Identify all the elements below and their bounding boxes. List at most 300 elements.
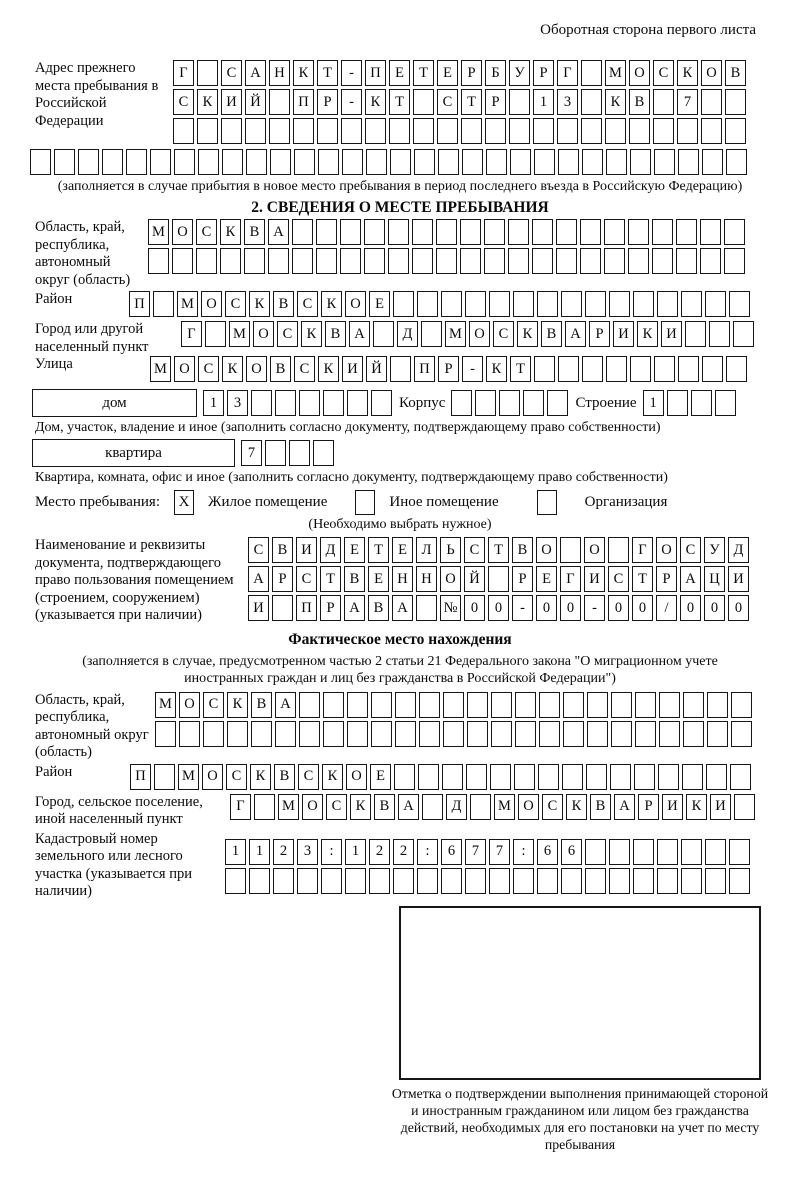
char-cell[interactable] (731, 692, 752, 718)
char-cell[interactable]: В (368, 595, 389, 621)
char-cell[interactable] (725, 89, 746, 115)
char-cell[interactable]: А (614, 794, 635, 820)
char-cell[interactable]: В (244, 219, 265, 245)
char-cell[interactable]: О (518, 794, 539, 820)
char-cell[interactable]: Т (368, 537, 389, 563)
char-cell[interactable]: А (680, 566, 701, 592)
char-cell[interactable] (275, 390, 296, 416)
char-cell[interactable] (196, 248, 217, 274)
char-cell[interactable]: В (344, 566, 365, 592)
char-cell[interactable] (561, 868, 582, 894)
char-cell[interactable]: И (221, 89, 242, 115)
char-cell[interactable] (299, 721, 320, 747)
char-cell[interactable] (606, 356, 627, 382)
char-cell[interactable]: Н (269, 60, 290, 86)
char-cell[interactable]: О (584, 537, 605, 563)
char-cell[interactable] (273, 868, 294, 894)
char-cell[interactable] (172, 248, 193, 274)
char-cell[interactable] (547, 390, 568, 416)
char-cell[interactable]: Г (181, 321, 202, 347)
char-cell[interactable]: С (298, 764, 319, 790)
char-cell[interactable] (726, 149, 747, 175)
char-cell[interactable]: И (662, 794, 683, 820)
char-cell[interactable]: М (148, 219, 169, 245)
char-cell[interactable] (345, 868, 366, 894)
char-cell[interactable] (317, 118, 338, 144)
char-cell[interactable]: П (296, 595, 317, 621)
char-cell[interactable]: В (274, 764, 295, 790)
char-cell[interactable] (633, 291, 654, 317)
char-cell[interactable]: 1 (533, 89, 554, 115)
char-cell[interactable]: 7 (489, 839, 510, 865)
char-cell[interactable] (460, 219, 481, 245)
char-cell[interactable] (499, 390, 520, 416)
char-cell[interactable] (563, 692, 584, 718)
char-cell[interactable]: О (346, 764, 367, 790)
char-cell[interactable] (513, 868, 534, 894)
char-cell[interactable] (678, 149, 699, 175)
char-cell[interactable]: Л (416, 537, 437, 563)
char-cell[interactable]: В (325, 321, 346, 347)
char-cell[interactable]: : (513, 839, 534, 865)
char-cell[interactable]: А (245, 60, 266, 86)
char-cell[interactable] (609, 868, 630, 894)
char-cell[interactable]: 3 (227, 390, 248, 416)
char-cell[interactable]: Б (485, 60, 506, 86)
char-cell[interactable] (297, 868, 318, 894)
char-cell[interactable] (491, 721, 512, 747)
char-cell[interactable] (707, 692, 728, 718)
char-cell[interactable]: Д (446, 794, 467, 820)
char-cell[interactable] (705, 291, 726, 317)
char-cell[interactable] (78, 149, 99, 175)
char-cell[interactable]: Е (370, 764, 391, 790)
char-cell[interactable]: О (536, 537, 557, 563)
char-cell[interactable]: К (605, 89, 626, 115)
char-cell[interactable] (657, 291, 678, 317)
char-cell[interactable]: 3 (297, 839, 318, 865)
char-cell[interactable] (292, 219, 313, 245)
char-cell[interactable]: О (701, 60, 722, 86)
char-cell[interactable]: Д (728, 537, 749, 563)
char-cell[interactable]: Р (485, 89, 506, 115)
char-cell[interactable] (582, 149, 603, 175)
char-cell[interactable]: 0 (464, 595, 485, 621)
char-cell[interactable] (683, 721, 704, 747)
char-cell[interactable] (393, 291, 414, 317)
char-cell[interactable] (733, 321, 754, 347)
char-cell[interactable] (534, 149, 555, 175)
char-cell[interactable]: Е (437, 60, 458, 86)
char-cell[interactable] (419, 721, 440, 747)
char-cell[interactable]: 0 (560, 595, 581, 621)
char-cell[interactable]: А (275, 692, 296, 718)
char-cell[interactable] (465, 868, 486, 894)
char-cell[interactable] (653, 118, 674, 144)
char-cell[interactable] (364, 219, 385, 245)
char-cell[interactable]: М (229, 321, 250, 347)
char-cell[interactable] (581, 118, 602, 144)
char-cell[interactable] (731, 721, 752, 747)
char-cell[interactable]: Р (656, 566, 677, 592)
char-cell[interactable]: С (542, 794, 563, 820)
char-cell[interactable] (605, 118, 626, 144)
char-cell[interactable] (395, 721, 416, 747)
char-cell[interactable] (724, 248, 745, 274)
char-cell[interactable]: В (541, 321, 562, 347)
char-cell[interactable] (628, 219, 649, 245)
char-cell[interactable] (585, 291, 606, 317)
char-cell[interactable]: П (365, 60, 386, 86)
char-cell[interactable]: 6 (537, 839, 558, 865)
char-cell[interactable] (604, 248, 625, 274)
char-cell[interactable]: Р (320, 595, 341, 621)
char-cell[interactable]: 6 (561, 839, 582, 865)
char-cell[interactable] (491, 692, 512, 718)
char-cell[interactable]: И (613, 321, 634, 347)
char-cell[interactable] (244, 248, 265, 274)
char-cell[interactable]: И (728, 566, 749, 592)
char-cell[interactable]: О (656, 537, 677, 563)
checkbox-residential[interactable]: X (174, 490, 194, 515)
char-cell[interactable]: 0 (608, 595, 629, 621)
char-cell[interactable] (316, 219, 337, 245)
char-cell[interactable] (729, 291, 750, 317)
char-cell[interactable] (509, 89, 530, 115)
char-cell[interactable] (586, 764, 607, 790)
char-cell[interactable] (364, 248, 385, 274)
char-cell[interactable] (388, 248, 409, 274)
char-cell[interactable]: В (273, 291, 294, 317)
char-cell[interactable] (418, 764, 439, 790)
char-cell[interactable] (657, 839, 678, 865)
char-cell[interactable]: С (277, 321, 298, 347)
char-cell[interactable] (486, 149, 507, 175)
char-cell[interactable]: О (201, 291, 222, 317)
char-cell[interactable]: К (197, 89, 218, 115)
char-cell[interactable] (153, 291, 174, 317)
char-cell[interactable] (197, 60, 218, 86)
char-cell[interactable] (421, 321, 442, 347)
char-cell[interactable] (630, 356, 651, 382)
char-cell[interactable] (246, 149, 267, 175)
char-cell[interactable] (417, 291, 438, 317)
char-cell[interactable] (729, 868, 750, 894)
char-cell[interactable] (460, 248, 481, 274)
char-cell[interactable]: А (565, 321, 586, 347)
char-cell[interactable] (293, 118, 314, 144)
char-cell[interactable] (371, 390, 392, 416)
char-cell[interactable]: Е (389, 60, 410, 86)
char-cell[interactable]: И (584, 566, 605, 592)
char-cell[interactable] (441, 291, 462, 317)
char-cell[interactable] (289, 440, 310, 466)
char-cell[interactable] (515, 721, 536, 747)
char-cell[interactable]: М (177, 291, 198, 317)
char-cell[interactable] (515, 692, 536, 718)
char-cell[interactable] (534, 356, 555, 382)
char-cell[interactable] (245, 118, 266, 144)
char-cell[interactable] (347, 721, 368, 747)
char-cell[interactable] (676, 219, 697, 245)
char-cell[interactable]: 6 (441, 839, 462, 865)
char-cell[interactable] (701, 118, 722, 144)
char-cell[interactable] (467, 692, 488, 718)
char-cell[interactable]: О (202, 764, 223, 790)
char-cell[interactable]: 2 (393, 839, 414, 865)
char-cell[interactable] (417, 868, 438, 894)
char-cell[interactable] (275, 721, 296, 747)
char-cell[interactable] (604, 219, 625, 245)
char-cell[interactable]: М (155, 692, 176, 718)
char-cell[interactable] (609, 839, 630, 865)
char-cell[interactable] (729, 839, 750, 865)
char-cell[interactable] (366, 149, 387, 175)
char-cell[interactable] (412, 248, 433, 274)
char-cell[interactable]: М (178, 764, 199, 790)
char-cell[interactable]: Г (560, 566, 581, 592)
char-cell[interactable] (222, 149, 243, 175)
char-cell[interactable]: Й (464, 566, 485, 592)
char-cell[interactable] (682, 764, 703, 790)
char-cell[interactable]: М (605, 60, 626, 86)
char-cell[interactable] (272, 595, 293, 621)
char-cell[interactable] (537, 868, 558, 894)
char-cell[interactable]: С (464, 537, 485, 563)
char-cell[interactable] (395, 692, 416, 718)
char-cell[interactable] (414, 149, 435, 175)
char-cell[interactable] (678, 356, 699, 382)
char-cell[interactable]: С (196, 219, 217, 245)
char-cell[interactable] (313, 440, 334, 466)
char-cell[interactable] (532, 219, 553, 245)
char-cell[interactable] (173, 118, 194, 144)
char-cell[interactable]: О (629, 60, 650, 86)
char-cell[interactable] (653, 89, 674, 115)
char-cell[interactable] (514, 764, 535, 790)
char-cell[interactable] (730, 764, 751, 790)
char-cell[interactable] (365, 118, 386, 144)
char-cell[interactable] (659, 721, 680, 747)
char-cell[interactable]: Т (413, 60, 434, 86)
char-cell[interactable] (341, 118, 362, 144)
char-cell[interactable]: К (677, 60, 698, 86)
char-cell[interactable]: К (220, 219, 241, 245)
char-cell[interactable] (654, 149, 675, 175)
char-cell[interactable] (585, 868, 606, 894)
char-cell[interactable] (371, 692, 392, 718)
char-cell[interactable] (390, 149, 411, 175)
char-cell[interactable] (608, 537, 629, 563)
char-cell[interactable]: М (445, 321, 466, 347)
char-cell[interactable] (677, 118, 698, 144)
char-cell[interactable] (634, 764, 655, 790)
char-cell[interactable]: : (321, 839, 342, 865)
char-cell[interactable] (251, 390, 272, 416)
char-cell[interactable]: - (462, 356, 483, 382)
char-cell[interactable] (652, 248, 673, 274)
char-cell[interactable] (394, 764, 415, 790)
char-cell[interactable] (30, 149, 51, 175)
char-cell[interactable]: Р (638, 794, 659, 820)
char-cell[interactable]: Р (589, 321, 610, 347)
char-cell[interactable]: - (341, 60, 362, 86)
char-cell[interactable] (611, 721, 632, 747)
char-cell[interactable] (299, 692, 320, 718)
char-cell[interactable] (537, 291, 558, 317)
char-cell[interactable] (691, 390, 712, 416)
char-cell[interactable] (270, 149, 291, 175)
char-cell[interactable]: Н (392, 566, 413, 592)
char-cell[interactable]: В (590, 794, 611, 820)
char-cell[interactable] (475, 390, 496, 416)
char-cell[interactable]: С (297, 291, 318, 317)
char-cell[interactable] (715, 390, 736, 416)
char-cell[interactable]: Т (488, 537, 509, 563)
char-cell[interactable] (470, 794, 491, 820)
char-cell[interactable] (523, 390, 544, 416)
char-cell[interactable] (389, 118, 410, 144)
char-cell[interactable]: К (222, 356, 243, 382)
char-cell[interactable] (610, 764, 631, 790)
char-cell[interactable]: К (318, 356, 339, 382)
char-cell[interactable]: 1 (203, 390, 224, 416)
char-cell[interactable]: Р (512, 566, 533, 592)
char-cell[interactable]: Т (317, 60, 338, 86)
char-cell[interactable]: А (268, 219, 289, 245)
char-cell[interactable]: Е (369, 291, 390, 317)
char-cell[interactable]: М (278, 794, 299, 820)
char-cell[interactable]: К (566, 794, 587, 820)
char-cell[interactable]: С (296, 566, 317, 592)
char-cell[interactable]: В (512, 537, 533, 563)
char-cell[interactable]: В (725, 60, 746, 86)
char-cell[interactable] (628, 248, 649, 274)
char-cell[interactable] (484, 248, 505, 274)
char-cell[interactable] (340, 219, 361, 245)
char-cell[interactable]: Т (320, 566, 341, 592)
char-cell[interactable]: К (227, 692, 248, 718)
char-cell[interactable] (220, 248, 241, 274)
char-cell[interactable] (321, 868, 342, 894)
char-cell[interactable]: К (486, 356, 507, 382)
char-cell[interactable]: С (294, 356, 315, 382)
char-cell[interactable]: П (293, 89, 314, 115)
char-cell[interactable]: 1 (249, 839, 270, 865)
char-cell[interactable] (706, 764, 727, 790)
char-cell[interactable] (299, 390, 320, 416)
char-cell[interactable]: Е (536, 566, 557, 592)
char-cell[interactable] (438, 149, 459, 175)
char-cell[interactable] (563, 721, 584, 747)
char-cell[interactable] (179, 721, 200, 747)
char-cell[interactable] (509, 118, 530, 144)
char-cell[interactable]: К (249, 291, 270, 317)
char-cell[interactable] (443, 692, 464, 718)
char-cell[interactable] (205, 321, 226, 347)
char-cell[interactable] (369, 868, 390, 894)
char-cell[interactable]: Е (368, 566, 389, 592)
char-cell[interactable] (388, 219, 409, 245)
char-cell[interactable]: - (341, 89, 362, 115)
char-cell[interactable]: С (198, 356, 219, 382)
char-cell[interactable] (225, 868, 246, 894)
char-cell[interactable]: 1 (643, 390, 664, 416)
char-cell[interactable] (198, 149, 219, 175)
char-cell[interactable]: Й (245, 89, 266, 115)
char-cell[interactable]: М (494, 794, 515, 820)
char-cell[interactable] (150, 149, 171, 175)
char-cell[interactable] (268, 248, 289, 274)
char-cell[interactable] (726, 356, 747, 382)
char-cell[interactable]: И (342, 356, 363, 382)
char-cell[interactable] (676, 248, 697, 274)
char-cell[interactable] (422, 794, 443, 820)
char-cell[interactable] (485, 118, 506, 144)
char-cell[interactable]: Р (461, 60, 482, 86)
char-cell[interactable]: 0 (728, 595, 749, 621)
char-cell[interactable] (508, 219, 529, 245)
char-cell[interactable]: Г (557, 60, 578, 86)
char-cell[interactable] (318, 149, 339, 175)
char-cell[interactable] (630, 149, 651, 175)
char-cell[interactable]: О (302, 794, 323, 820)
char-cell[interactable] (700, 219, 721, 245)
char-cell[interactable] (265, 440, 286, 466)
char-cell[interactable] (174, 149, 195, 175)
char-cell[interactable]: К (637, 321, 658, 347)
char-cell[interactable] (587, 721, 608, 747)
char-cell[interactable] (221, 118, 242, 144)
char-cell[interactable] (539, 692, 560, 718)
char-cell[interactable]: К (686, 794, 707, 820)
char-cell[interactable]: О (253, 321, 274, 347)
char-cell[interactable] (556, 248, 577, 274)
char-cell[interactable]: 0 (536, 595, 557, 621)
char-cell[interactable] (442, 764, 463, 790)
char-cell[interactable]: К (301, 321, 322, 347)
char-cell[interactable] (323, 692, 344, 718)
char-cell[interactable] (155, 721, 176, 747)
char-cell[interactable] (340, 248, 361, 274)
char-cell[interactable]: У (509, 60, 530, 86)
char-cell[interactable] (466, 764, 487, 790)
char-cell[interactable] (484, 219, 505, 245)
char-cell[interactable]: В (270, 356, 291, 382)
char-cell[interactable]: Т (389, 89, 410, 115)
char-cell[interactable] (436, 219, 457, 245)
char-cell[interactable] (705, 868, 726, 894)
char-cell[interactable] (556, 219, 577, 245)
char-cell[interactable] (581, 89, 602, 115)
char-cell[interactable] (654, 356, 675, 382)
char-cell[interactable] (488, 566, 509, 592)
char-cell[interactable]: А (392, 595, 413, 621)
char-cell[interactable] (227, 721, 248, 747)
char-cell[interactable] (658, 764, 679, 790)
char-cell[interactable]: С (225, 291, 246, 317)
char-cell[interactable] (436, 248, 457, 274)
char-cell[interactable]: Т (461, 89, 482, 115)
char-cell[interactable]: В (272, 537, 293, 563)
char-cell[interactable]: Р (438, 356, 459, 382)
char-cell[interactable] (702, 149, 723, 175)
char-cell[interactable] (508, 248, 529, 274)
char-cell[interactable] (685, 321, 706, 347)
char-cell[interactable]: Й (366, 356, 387, 382)
char-cell[interactable] (102, 149, 123, 175)
char-cell[interactable]: Г (230, 794, 251, 820)
